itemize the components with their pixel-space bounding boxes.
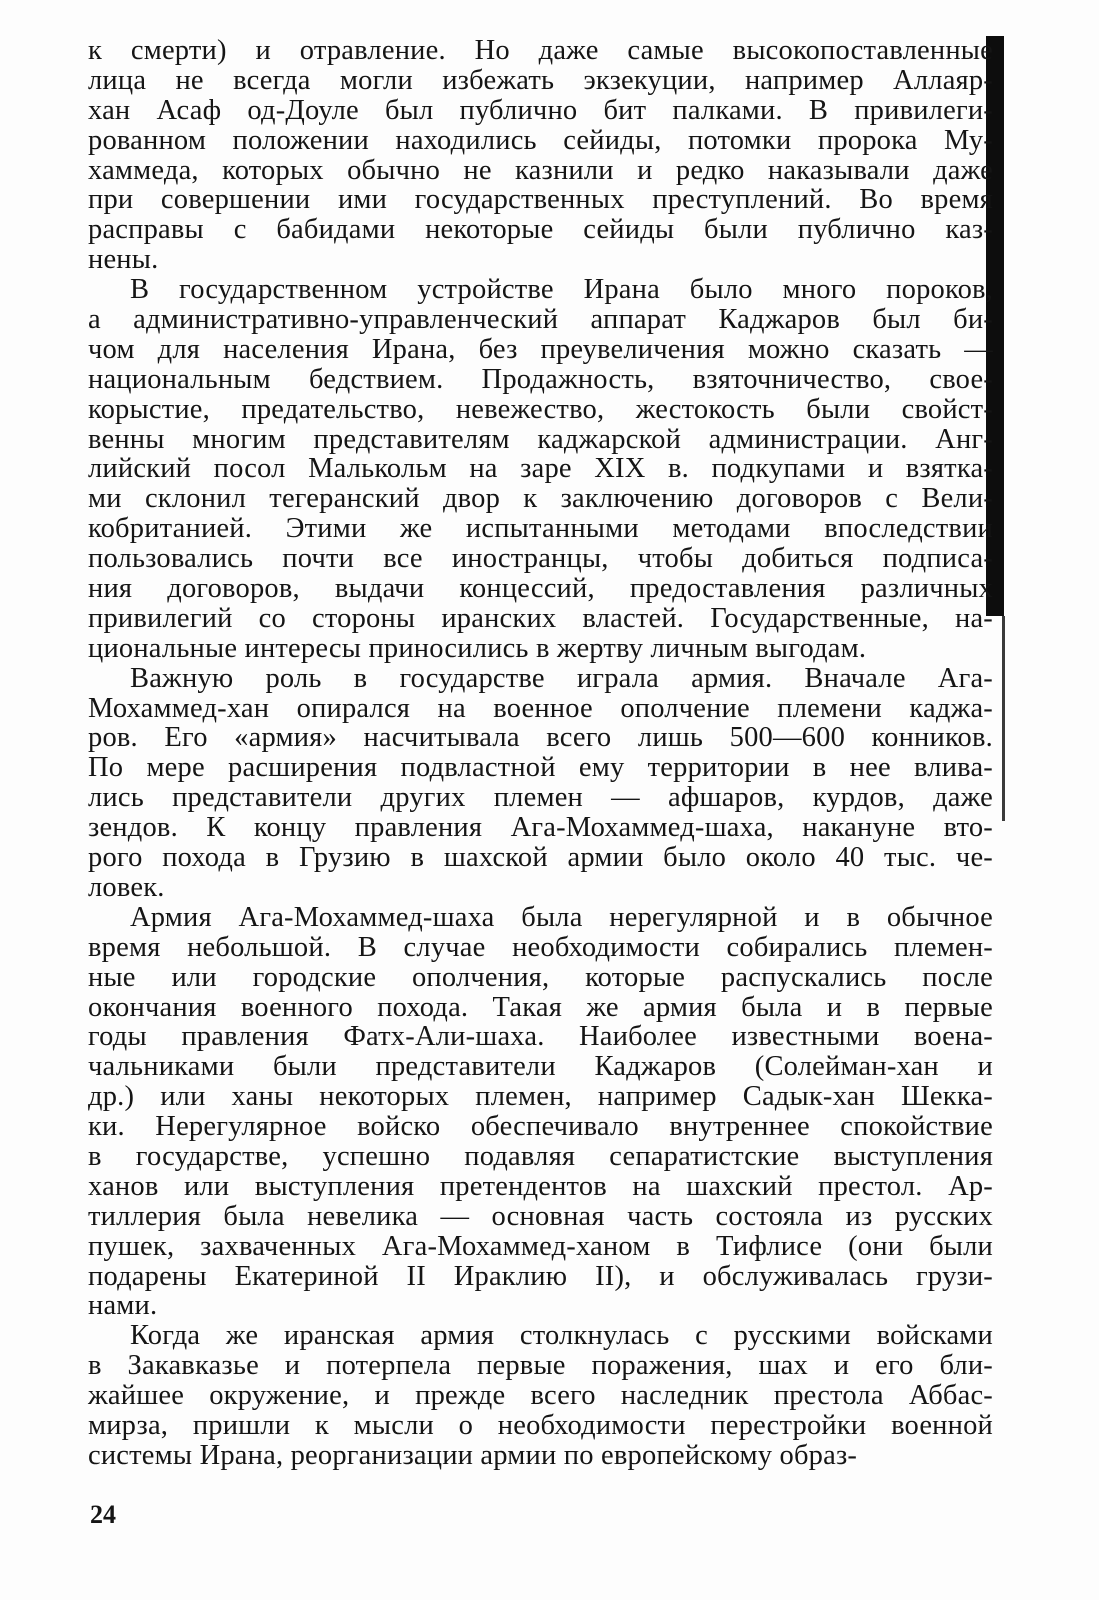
text-line: пользовались почти все иностранцы, чтобы добиться подписа- (88, 543, 993, 575)
text-line: а административно-управленческий аппарат Каджаров был би- (88, 304, 993, 336)
text-line: кобританией. Этими же испытанными методами впоследствии (88, 513, 993, 545)
text-line: ми склонил тегеранский двор к заключению договоров с Вели- (88, 483, 993, 515)
paragraph (88, 903, 993, 1321)
text-line: системы Ирана, реорганизации армии по европейскому образ- (88, 1439, 858, 1471)
text-line: лийский посол Малькольм на заре XIX в. подкупами и взятка- (88, 453, 993, 485)
text-line: корыстие, предательство, невежество, жестокость были свойст- (88, 393, 993, 425)
text-line: ки. Нерегулярное войско обеспечивало внутреннее спокойствие (88, 1111, 993, 1143)
text-line: годы правления Фатх-Али-шаха. Наиболее известными военa- (88, 1021, 993, 1053)
text-line: циональные интересы приносились в жертву личным выгодам. (88, 632, 867, 664)
text-line: др.) или ханы некоторых племен, например Садык-хан Шекка- (88, 1081, 993, 1113)
text-line: хан Асаф од-Доуле был публично бит палками. В привилеги- (88, 94, 993, 126)
paragraph (88, 664, 993, 903)
text-line: подарены Екатериной II Ираклию II), и обслуживалась грузи- (88, 1260, 993, 1292)
text-line: в Закавказье и потерпела первые поражения, шах и его бли- (88, 1350, 993, 1382)
text-line: ния договоров, выдачи концессий, предоставления различных (88, 573, 993, 605)
text-line: хаммеда, которых обычно не казнили и редко наказывали даже (88, 154, 993, 186)
text-line: чом для населения Ирана, без преувеличения можно сказать — (88, 333, 993, 365)
text-line: время небольшой. В случае необходимости собирались племен- (88, 931, 993, 963)
text-line: венны многим представителям каджарской администрации. Анг- (88, 423, 993, 455)
text-line: рованном положении находились сейиды, потомки пророка Му- (88, 124, 993, 156)
text-line: тиллерия была невелика — основная часть состояла из русских (88, 1200, 993, 1232)
text-line: жайшее окружение, и прежде всего наследник престола Аббас- (88, 1380, 993, 1412)
text-line: Армия Ага-Мохаммед-шаха была нерегулярной и в обычное (130, 901, 993, 933)
text-line: нами. (88, 1290, 158, 1322)
text-line: ловек. (88, 871, 165, 903)
page-number: 24 (90, 1500, 116, 1529)
text-line: нены. (88, 244, 159, 276)
text-line: лица не всегда могли избежать экзекуции, например Аллаяр- (88, 64, 993, 96)
paragraph (88, 36, 993, 275)
text-line: Важную роль в государстве играла армия. Вначале Ага- (130, 662, 993, 694)
text-line: ханов или выступления претендентов на шахский престол. Ар- (88, 1170, 993, 1202)
text-line: к смерти) и отравление. Но даже самые высокопоставленные (88, 35, 993, 66)
text-line: Мохаммед-хан опирался на военное ополчение племени каджа- (88, 692, 993, 724)
paragraph (88, 1321, 993, 1470)
text-line: мирза, пришли к мысли о необходимости перестройки военной (88, 1409, 993, 1441)
text-line: зендов. К концу правления Ага-Мохаммед-шаха, накануне вто- (88, 812, 993, 844)
scan-edge-line (1002, 616, 1005, 821)
text-line: Когда же иранская армия столкнулась с русскими войсками (130, 1320, 993, 1352)
text-line: в государстве, успешно подавляя сепаратистские выступления (88, 1140, 993, 1172)
paragraph (88, 275, 993, 664)
text-line: ные или городские ополчения, которые распускались после (88, 961, 993, 993)
text-line: лись представители других племен — афшаров, курдов, даже (88, 782, 993, 814)
text-line: при совершении ими государственных преступлений. Во время (88, 184, 993, 216)
text-line: В государственном устройстве Ирана было много пороков, (130, 274, 993, 306)
text-line: рого похода в Грузию в шахской армии было около 40 тыс. че- (88, 842, 993, 874)
body-text (88, 36, 993, 1471)
text-line: национальным бедствием. Продажность, взяточничество, свое- (88, 363, 993, 395)
text-line: ров. Его «армия» насчитывала всего лишь 500—600 конников. (88, 722, 993, 754)
text-line: расправы с бабидами некоторые сейиды были публично каз- (88, 214, 993, 246)
text-line: пушек, захваченных Ага-Мохаммед-ханом в Тифлисе (они были (88, 1230, 993, 1262)
text-line: привилегий со стороны иранских властей. Государственные, на- (88, 602, 993, 634)
text-line: По мере расширения подвластной ему территории в нее влива- (88, 752, 993, 784)
text-line: чальниками были представители Каджаров (Солейман-хан и (88, 1051, 993, 1083)
text-line: окончания военного похода. Такая же армия была и в первые (88, 991, 993, 1023)
